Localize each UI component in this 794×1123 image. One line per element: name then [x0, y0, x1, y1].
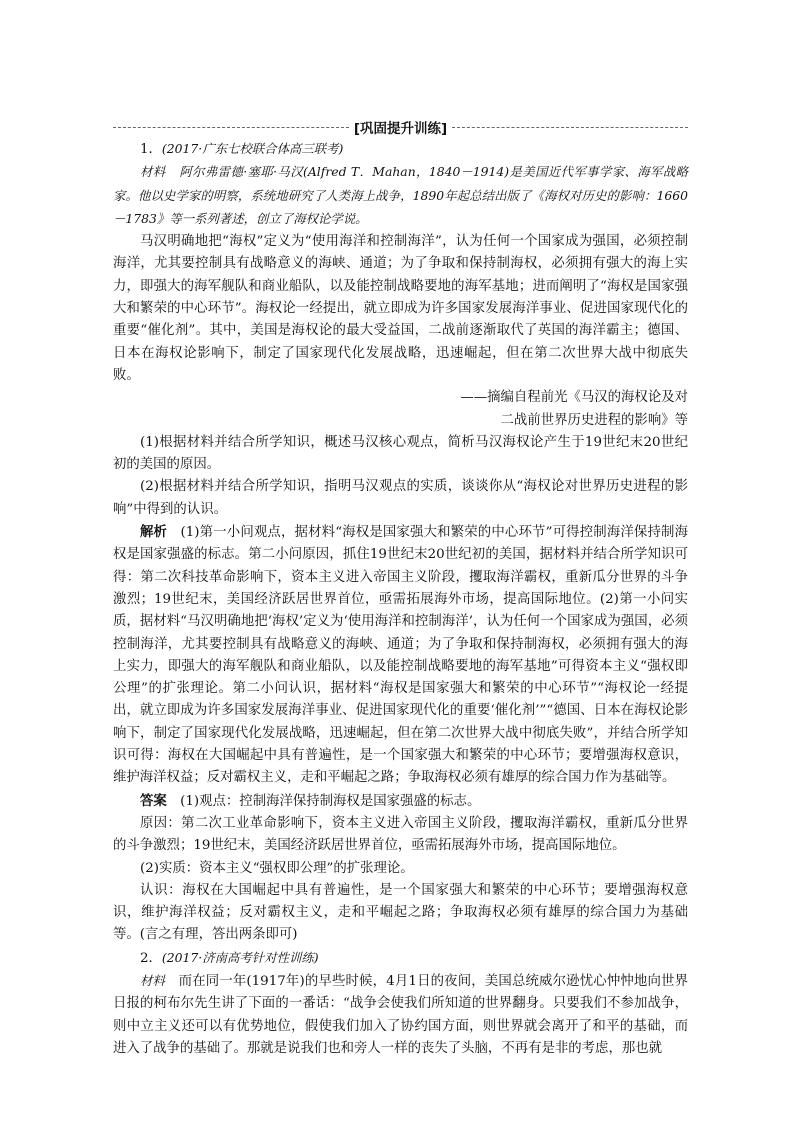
analysis-label: 解析	[140, 524, 168, 541]
document-page	[113, 117, 688, 1060]
question-1	[113, 138, 688, 947]
dashed-rule-right	[452, 127, 688, 128]
question-source: (2017·济南高考针对性训练)	[161, 949, 319, 965]
citation-line-2: 二战前世界历史进程的影响》等	[500, 412, 688, 428]
material-2-text: 而在同一年(1917年)的早些时候，4月1日的夜间，美国总统威尔逊忧心忡忡地向世界日报的柯布尔先生讲了下面的一番话：“战争会使我们所知道的世界翻身。只要我们不参加战争，则中立主义还可以有优势地位，假使我们加入了协约国方面，则世界就会离开了和平的基础，而进入了战争的基础了。那就是说我们也和旁人一样的丧失了头脑，不再有是非的考虑，那也就	[113, 973, 688, 1056]
material-2	[113, 970, 688, 1060]
section-header	[113, 117, 688, 137]
answer-2: (2)实质：资本主义“强权即公理”的扩张理论。	[140, 860, 414, 876]
material-intro	[113, 161, 688, 231]
question-2	[113, 947, 688, 1060]
analysis	[113, 521, 688, 790]
material-body: 马汉明确地把“海权”定义为“使用海洋和控制海洋”，认为任何一个国家成为强国，必须控制海洋，尤其要控制具有战略意义的海峡、通道；为了争取和保持制海权，必须拥有强大的海上实力，即强大的海军舰队和商业船队，以及能控制战略要地的海军基地；进而阐明了“海权是国家强大和繁荣的中心环节”。海权论一经提出，就立即成为许多国家发展海洋事业、促进国家现代化的重要“催化剂”。其中，美国是海权论的最大受益国，二战前逐渐取代了英国的海洋霸主；德国、日本在海权论影响下，制定了国家现代化发展战略，迅速崛起，但在第二次世界大战中彻底失败。	[113, 234, 688, 383]
question-2-header	[113, 947, 688, 970]
sub-question-2: (2)根据材料并结合所学知识，指明马汉观点的实质，谈谈你从“海权论对世界历史进程的影响”中得到的认识。	[113, 479, 688, 517]
material-label: 材料	[140, 972, 166, 988]
answer-reason: 原因：第二次工业革命影响下，资本主义进入帝国主义阶段，攫取海洋霸权，重新瓜分世界的斗争激烈；19世纪末，美国经济跃居世界首位，亟需拓展海外市场，提高国际地位。	[113, 815, 688, 854]
answer-label: 答案	[140, 792, 167, 809]
answer-1	[113, 790, 688, 813]
section-title: [巩固提升训练]	[353, 121, 448, 137]
question-source: (2017·广东七校联合体高三联考)	[161, 141, 344, 156]
material-intro-text: 阿尔弗雷德·塞耶·马汉(Alfred T．Mahan，1840－1914)是美国近代军事学家、海军战略家。他以史学家的明察，系统地研究了人类海上战争，1890年起总结出版了《海权对历史的影响：1660－1783》等一系列著述，创立了海权论学说。	[113, 164, 689, 226]
citation-line-1: ——摘编自程前光《马汉的海权论及对	[460, 390, 688, 406]
analysis-text: (1)第一小问观点，据材料“海权是国家强大和繁荣的中心环节”可得控制海洋保持制海权是国家强盛的标志。第二小问原因，抓住19世纪末20世纪初的美国，据材料并结合所学知识可得：第二次科技革命影响下，资本主义进入帝国主义阶段，攫取海洋霸权，重新瓜分世界的斗争激烈；19世纪末，美国经济跃居世界首位，亟需拓展海外市场，提高国际地位。(2)第一小问实质，据材料“马汉明确地把‘海权’定义为‘使用海洋和控制海洋’，认为任何一个国家成为强国，必须控制海洋，尤其要控制具有战略意义的海峡、通道；为了争取和保持制海权，必须拥有强大的海上实力，即强大的海军舰队和商业船队，以及能控制战略要地的海军基地”可得资本主义“强权即公理”的扩张理论。第二小问认识，据材料“海权是国家强大和繁荣的中心环节”“海权论一经提出，就立即成为许多国家发展海洋事业、促进国家现代化的重要‘催化剂’”“德国、日本在海权论影响下，制定了国家现代化发展战略，迅速崛起，但在第二次世界大战中彻底失败”，并结合所学知识可得：海权在大国崛起中具有普遍性，是一个国家强大和繁荣的中心环节；要增强海权意识，维护海洋权益；反对霸权主义，走和平崛起之路；争取海权必须有雄厚的综合国力作为基础等。	[113, 525, 688, 786]
question-number: 2．	[140, 950, 162, 966]
question-1-header	[113, 138, 688, 161]
material-label: 材料	[140, 164, 166, 180]
sub-question-1: (1)根据材料并结合所学知识，概述马汉核心观点，简析马汉海权论产生于19世纪末20世纪初的美国的原因。	[113, 434, 688, 473]
dashed-rule-left	[113, 127, 349, 128]
question-number: 1．	[140, 142, 162, 157]
answer-1-text: (1)观点：控制海洋保持制海权是国家强盛的标志。	[180, 793, 481, 809]
answer-view: 认识：海权在大国崛起中具有普遍性，是一个国家强大和繁荣的中心环节；要增强海权意识，维护海洋权益；反对霸权主义，走和平崛起之路；争取海权必须有雄厚的综合国力为基础等。(言之有理，答出两条即可)	[113, 882, 688, 943]
